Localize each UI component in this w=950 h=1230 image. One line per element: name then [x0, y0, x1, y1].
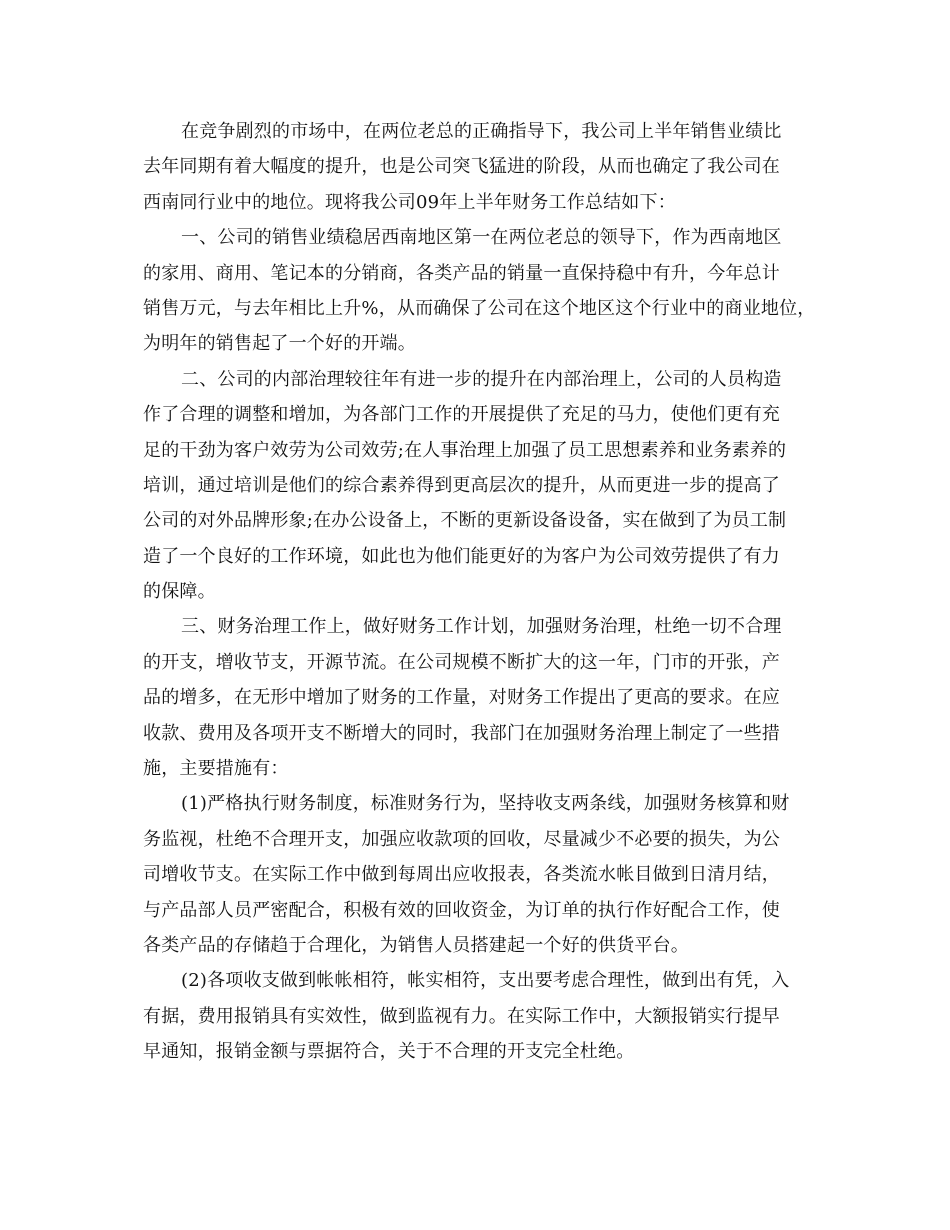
text-line: 务监视，杜绝不合理开支，加强应收款项的回收，尽量减少不必要的损失，为公 — [143, 828, 780, 850]
text-line: 一、公司的销售业绩稳居西南地区第一在两位老总的领导下，作为西南地区 — [181, 227, 782, 249]
text-line: 品的增多，在无形中增加了财务的工作量，对财务工作提出了更高的要求。在应 — [143, 687, 780, 709]
text-line: 西南同行业中的地位。现将我公司09年上半年财务工作总结如下： — [143, 191, 676, 213]
text-line: 的家用、商用、笔记本的分销商，各类产品的销量一直保持稳中有升，今年总计 — [143, 262, 780, 284]
paragraph-measure-2 — [143, 963, 815, 1069]
text-line: (1)严格执行财务制度，标准财务行为，坚持收支两条线，加强财务核算和财 — [181, 793, 790, 815]
text-line: 与产品部人员严密配合，积极有效的回收资金，为订单的执行作好配合工作，使 — [143, 899, 780, 921]
text-line: 司增收节支。在实际工作中做到每周出应收报表，各类流水帐目做到日清月结， — [143, 864, 780, 886]
paragraph-intro — [143, 114, 815, 220]
text-line: 公司的对外品牌形象;在办公设备上，不断的更新设备设备，实在做到了为员工制 — [143, 510, 787, 532]
text-line: 去年同期有着大幅度的提升，也是公司突飞猛进的阶段，从而也确定了我公司在 — [143, 156, 780, 178]
text-line: 有据，费用报销具有实效性，做到监视有力。在实际工作中，大额报销实行提早 — [143, 1005, 780, 1027]
text-line: 培训，通过培训是他们的综合素养得到更高层次的提升，从而更进一步的提高了 — [143, 474, 780, 496]
text-line: 三、财务治理工作上，做好财务工作计划，加强财务治理，杜绝一切不合理 — [181, 616, 782, 638]
text-line: 二、公司的内部治理较往年有进一步的提升在内部治理上，公司的人员构造 — [181, 368, 782, 390]
paragraph-section-2 — [143, 362, 815, 610]
text-line: 的保障。 — [143, 581, 216, 603]
text-line: 为明年的销售起了一个好的开端。 — [143, 333, 416, 355]
text-line: 的开支，增收节支，开源节流。在公司规模不断扩大的这一年，门市的开张，产 — [143, 651, 780, 673]
text-line: 销售万元，与去年相比上升%，从而确保了公司在这个地区这个行业中的商业地位， — [143, 297, 816, 319]
text-line: 在竞争剧烈的市场中，在两位老总的正确指导下，我公司上半年销售业绩比 — [181, 121, 782, 142]
text-line: 造了一个良好的工作环境，如此也为他们能更好的为客户为公司效劳提供了有力 — [143, 545, 780, 567]
paragraph-measure-1 — [143, 786, 815, 963]
text-line: 收款、费用及各项开支不断增大的同时，我部门在加强财务治理上制定了一些措 — [143, 722, 780, 744]
text-line: 施，主要措施有： — [143, 758, 289, 780]
paragraph-section-1 — [143, 220, 815, 362]
text-line: 作了合理的调整和增加，为各部门工作的开展提供了充足的马力，使他们更有充 — [143, 404, 780, 426]
document-body — [143, 114, 815, 1070]
text-line: (2)各项收支做到帐帐相符，帐实相符，支出要考虑合理性，做到出有凭，入 — [181, 970, 790, 992]
text-line: 足的干劲为客户效劳为公司效劳;在人事治理上加强了员工思想素养和业务素养的 — [143, 439, 787, 461]
text-line: 早通知，报销金额与票据符合，关于不合理的开支完全杜绝。 — [143, 1041, 635, 1063]
paragraph-section-3 — [143, 609, 815, 786]
text-line: 各类产品的存储趋于合理化，为销售人员搭建起一个好的供货平台。 — [143, 934, 689, 956]
